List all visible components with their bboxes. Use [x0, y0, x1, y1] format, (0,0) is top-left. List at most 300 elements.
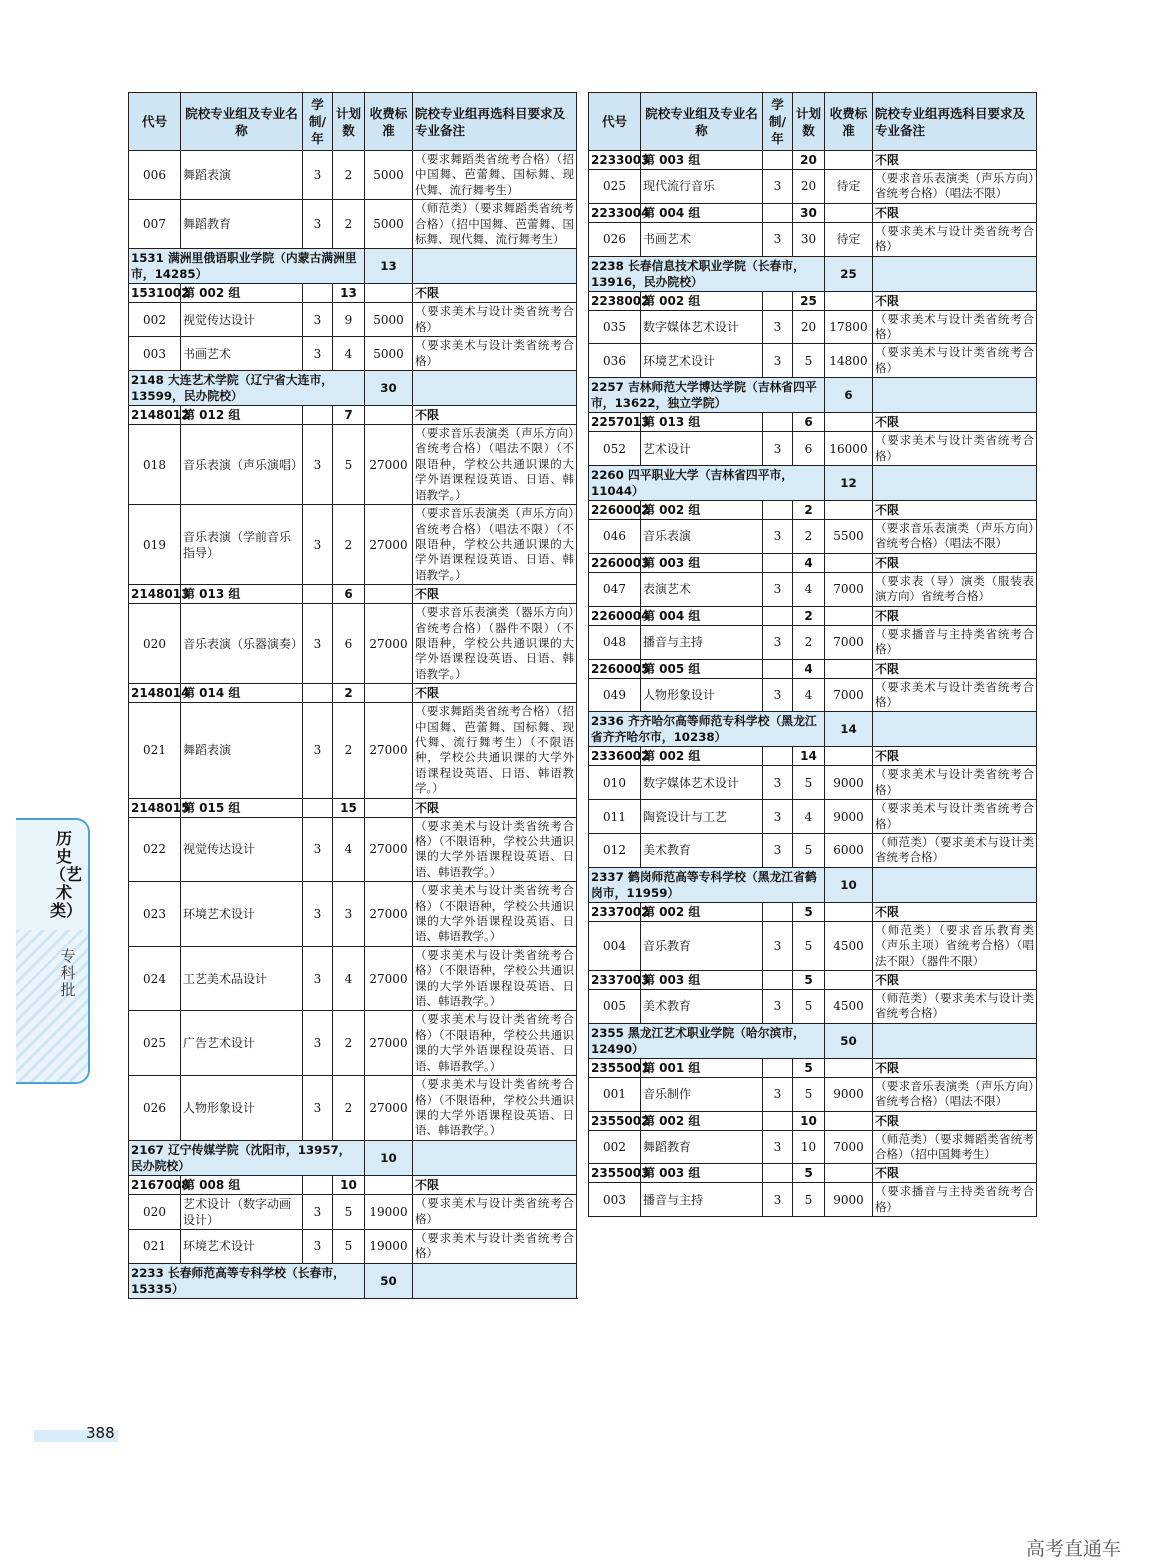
group-name: 第 005 组	[641, 659, 763, 678]
major-note: （要求美术与设计类省统考合格）	[413, 1229, 577, 1263]
school-note-empty	[873, 1023, 1037, 1058]
major-name: 艺术设计（数字动画设计）	[181, 1194, 303, 1229]
major-row	[589, 800, 1037, 834]
major-row	[589, 921, 1037, 970]
school-note-empty	[413, 1263, 577, 1298]
major-row	[589, 222, 1037, 256]
group-years-empty	[763, 747, 793, 766]
major-name: 广告艺术设计	[181, 1011, 303, 1076]
group-note: 不限	[873, 659, 1037, 678]
major-note: （要求美术与设计类省统考合格）	[873, 766, 1037, 800]
major-code: 021	[129, 703, 181, 798]
major-years: 3	[303, 703, 333, 798]
major-code: 026	[589, 222, 641, 256]
major-fee: 待定	[825, 170, 873, 204]
group-years-empty	[303, 585, 333, 604]
school-plan: 13	[365, 249, 413, 284]
major-note: （要求舞蹈类省统考合格）（招中国舞、芭蕾舞、国标舞、现代舞、流行舞考生）	[413, 151, 577, 200]
group-plan: 5	[793, 1164, 825, 1183]
group-fee-empty	[365, 1175, 413, 1194]
major-fee: 4500	[825, 989, 873, 1023]
major-plan: 2	[333, 703, 365, 798]
school-plan: 50	[365, 1263, 413, 1298]
header-name: 院校专业组及专业名称	[641, 93, 763, 151]
group-note: 不限	[413, 684, 577, 703]
school-row	[129, 371, 577, 406]
school-row	[129, 249, 577, 284]
major-fee: 27000	[365, 425, 413, 505]
major-name: 舞蹈表演	[181, 151, 303, 200]
major-code: 046	[589, 520, 641, 554]
major-fee: 19000	[365, 1194, 413, 1229]
major-code: 002	[129, 303, 181, 337]
header-fee: 收费标准	[365, 93, 413, 151]
group-years-empty	[763, 902, 793, 921]
group-name: 第 002 组	[641, 501, 763, 520]
major-plan: 2	[333, 1011, 365, 1076]
major-fee: 27000	[365, 505, 413, 585]
group-fee-empty	[825, 1111, 873, 1130]
header-code: 代号	[129, 93, 181, 151]
school-note-empty	[873, 867, 1037, 902]
major-code: 052	[589, 432, 641, 466]
major-note: （要求舞蹈类省统考合格）（招中国舞、芭蕾舞、国标舞、现代舞、流行舞考生）（不限语种，学校公共通识课的大学外语课程设英语、日语、韩语教学。）	[413, 703, 577, 798]
major-years: 3	[763, 1077, 793, 1111]
major-code: 012	[589, 833, 641, 867]
major-name: 艺术设计	[641, 432, 763, 466]
section-title: 历史（艺术类）	[50, 829, 83, 920]
school-plan: 12	[825, 466, 873, 501]
major-years: 3	[763, 1183, 793, 1217]
group-years-empty	[303, 798, 333, 817]
major-fee: 7000	[825, 1130, 873, 1164]
major-row	[129, 1076, 577, 1141]
major-row	[589, 310, 1037, 344]
school-plan: 10	[825, 867, 873, 902]
group-years-empty	[763, 203, 793, 222]
header-name: 院校专业组及专业名称	[181, 93, 303, 151]
major-note: （师范类）（要求音乐教育类（声乐主项）省统考合格）（唱法不限）（器件不限）	[873, 921, 1037, 970]
group-name: 第 014 组	[181, 684, 303, 703]
group-fee-empty	[825, 747, 873, 766]
header-years: 学制/年	[763, 93, 793, 151]
major-note: （要求美术与设计类省统考合格）	[873, 222, 1037, 256]
major-plan: 2	[333, 505, 365, 585]
table-body-right	[589, 151, 1037, 1217]
major-plan: 2	[793, 520, 825, 554]
major-note: （要求美术与设计类省统考合格）	[873, 432, 1037, 466]
group-row	[129, 585, 577, 604]
major-row	[589, 1077, 1037, 1111]
school-note-empty	[873, 256, 1037, 291]
school-note-empty	[873, 712, 1037, 747]
major-row	[129, 703, 577, 798]
school-row	[129, 1263, 577, 1298]
major-plan: 4	[333, 337, 365, 371]
group-plan: 2	[793, 501, 825, 520]
group-plan: 10	[793, 1111, 825, 1130]
major-plan: 20	[793, 170, 825, 204]
header-note: 院校专业组再选科目要求及专业备注	[413, 93, 577, 151]
group-name: 第 002 组	[641, 291, 763, 310]
major-note: （师范类）（要求美术与设计类省统考合格）	[873, 833, 1037, 867]
major-row	[129, 817, 577, 882]
group-code: 2167008	[129, 1175, 181, 1194]
group-plan: 25	[793, 291, 825, 310]
header-note: 院校专业组再选科目要求及专业备注	[873, 93, 1037, 151]
major-name: 人物形象设计	[181, 1076, 303, 1141]
major-note: （要求音乐表演类（声乐方向）省统考合格）（唱法不限）	[873, 1077, 1037, 1111]
major-name: 视觉传达设计	[181, 817, 303, 882]
group-plan: 5	[793, 1058, 825, 1077]
group-plan: 20	[793, 151, 825, 170]
major-years: 3	[763, 520, 793, 554]
major-fee: 4500	[825, 921, 873, 970]
major-plan: 5	[793, 1183, 825, 1217]
major-code: 047	[589, 572, 641, 606]
header-fee: 收费标准	[825, 93, 873, 151]
major-fee: 6000	[825, 833, 873, 867]
major-code: 018	[129, 425, 181, 505]
major-fee: 27000	[365, 817, 413, 882]
major-row	[589, 432, 1037, 466]
group-code: 2148015	[129, 798, 181, 817]
major-years: 3	[303, 817, 333, 882]
major-code: 026	[129, 1076, 181, 1141]
major-code: 048	[589, 625, 641, 659]
group-row	[589, 501, 1037, 520]
major-note: （要求音乐表演类（声乐方向）省统考合格）（唱法不限）（不限语种，学校公共通识课的大学外语课程设英语、日语、韩语教学。）	[413, 425, 577, 505]
group-row	[589, 1058, 1037, 1077]
major-plan: 10	[793, 1130, 825, 1164]
group-row	[589, 291, 1037, 310]
major-name: 书画艺术	[641, 222, 763, 256]
group-name: 第 004 组	[641, 203, 763, 222]
group-note: 不限	[873, 151, 1037, 170]
major-name: 美术教育	[641, 989, 763, 1023]
school-plan: 25	[825, 256, 873, 291]
group-fee-empty	[365, 585, 413, 604]
group-plan: 2	[793, 606, 825, 625]
major-code: 025	[129, 1011, 181, 1076]
major-plan: 2	[333, 151, 365, 200]
school-name: 2238 长春信息技术职业学院（长春市，13916，民办院校）	[589, 256, 825, 291]
major-name: 音乐表演（乐器演奏）	[181, 604, 303, 684]
section-subtitle: 专科批	[60, 947, 76, 999]
major-years: 3	[763, 432, 793, 466]
major-row	[589, 520, 1037, 554]
major-name: 音乐教育	[641, 921, 763, 970]
school-name: 2260 四平职业大学（吉林省四平市，11044）	[589, 466, 825, 501]
major-years: 3	[303, 882, 333, 947]
group-name: 第 013 组	[641, 413, 763, 432]
major-code: 011	[589, 800, 641, 834]
major-years: 3	[303, 946, 333, 1011]
major-row	[129, 303, 577, 337]
major-row	[129, 200, 577, 249]
major-row	[129, 1229, 577, 1263]
major-fee: 9000	[825, 1183, 873, 1217]
group-name: 第 013 组	[181, 585, 303, 604]
major-fee: 5000	[365, 337, 413, 371]
major-row	[589, 678, 1037, 712]
group-years-empty	[303, 684, 333, 703]
page-number: 388	[86, 1424, 115, 1442]
major-name: 视觉传达设计	[181, 303, 303, 337]
major-code: 003	[129, 337, 181, 371]
group-plan: 4	[793, 659, 825, 678]
major-plan: 5	[333, 1229, 365, 1263]
major-years: 3	[763, 921, 793, 970]
major-fee: 19000	[365, 1229, 413, 1263]
group-row	[129, 406, 577, 425]
school-name: 2167 辽宁传媒学院（沈阳市，13957，民办院校）	[129, 1140, 365, 1175]
major-plan: 5	[793, 833, 825, 867]
group-years-empty	[763, 1111, 793, 1130]
major-years: 3	[763, 800, 793, 834]
major-row	[129, 1011, 577, 1076]
major-plan: 9	[333, 303, 365, 337]
major-years: 3	[303, 505, 333, 585]
major-name: 书画艺术	[181, 337, 303, 371]
major-fee: 17800	[825, 310, 873, 344]
major-name: 播音与主持	[641, 625, 763, 659]
major-years: 3	[763, 1130, 793, 1164]
group-fee-empty	[825, 553, 873, 572]
major-row	[589, 625, 1037, 659]
major-note: （要求美术与设计类省统考合格）	[413, 303, 577, 337]
group-code: 2233004	[589, 203, 641, 222]
major-fee: 16000	[825, 432, 873, 466]
group-code: 2148012	[129, 406, 181, 425]
group-years-empty	[303, 406, 333, 425]
group-name: 第 002 组	[641, 747, 763, 766]
group-code: 2257013	[589, 413, 641, 432]
major-note: （要求音乐表演类（器乐方向）省统考合格）（器件不限）（不限语种，学校公共通识课的大学外语课程设英语、日语、韩语教学。）	[413, 604, 577, 684]
major-code: 020	[129, 1194, 181, 1229]
group-note: 不限	[413, 284, 577, 303]
group-years-empty	[763, 501, 793, 520]
major-plan: 5	[793, 1077, 825, 1111]
group-name: 第 008 组	[181, 1175, 303, 1194]
major-note: （师范类）（要求舞蹈类省统考合格）（招中国舞、芭蕾舞、国标舞、现代舞、流行舞考生）	[413, 200, 577, 249]
major-name: 舞蹈教育	[641, 1130, 763, 1164]
major-code: 035	[589, 310, 641, 344]
major-plan: 5	[793, 921, 825, 970]
group-plan: 5	[793, 970, 825, 989]
major-fee: 27000	[365, 1076, 413, 1141]
major-fee: 7000	[825, 678, 873, 712]
group-note: 不限	[413, 1175, 577, 1194]
group-note: 不限	[873, 1164, 1037, 1183]
major-row	[589, 989, 1037, 1023]
major-name: 播音与主持	[641, 1183, 763, 1217]
major-plan: 6	[333, 604, 365, 684]
group-note: 不限	[873, 747, 1037, 766]
group-name: 第 012 组	[181, 406, 303, 425]
group-note: 不限	[873, 291, 1037, 310]
group-name: 第 002 组	[181, 284, 303, 303]
major-plan: 2	[333, 1076, 365, 1141]
major-name: 环境艺术设计	[181, 1229, 303, 1263]
group-row	[129, 684, 577, 703]
group-years-empty	[763, 413, 793, 432]
major-plan: 5	[333, 1194, 365, 1229]
group-fee-empty	[825, 151, 873, 170]
major-fee: 9000	[825, 766, 873, 800]
school-note-empty	[873, 378, 1037, 413]
school-row	[589, 256, 1037, 291]
major-note: （要求美术与设计类省统考合格）	[413, 337, 577, 371]
major-years: 3	[303, 1194, 333, 1229]
major-years: 3	[763, 572, 793, 606]
group-plan: 5	[793, 902, 825, 921]
major-years: 3	[763, 833, 793, 867]
group-fee-empty	[365, 406, 413, 425]
major-name: 工艺美术品设计	[181, 946, 303, 1011]
major-plan: 5	[793, 766, 825, 800]
school-note-empty	[413, 1140, 577, 1175]
group-name: 第 004 组	[641, 606, 763, 625]
major-code: 023	[129, 882, 181, 947]
major-fee: 27000	[365, 1011, 413, 1076]
school-note-empty	[413, 371, 577, 406]
major-name: 人物形象设计	[641, 678, 763, 712]
group-code: 2337003	[589, 970, 641, 989]
group-row	[589, 1164, 1037, 1183]
group-code: 2238002	[589, 291, 641, 310]
group-name: 第 002 组	[641, 902, 763, 921]
group-years-empty	[763, 291, 793, 310]
major-years: 3	[763, 678, 793, 712]
group-code: 2260004	[589, 606, 641, 625]
school-row	[129, 1140, 577, 1175]
group-plan: 14	[793, 747, 825, 766]
group-code: 2355002	[589, 1111, 641, 1130]
major-code: 010	[589, 766, 641, 800]
major-code: 003	[589, 1183, 641, 1217]
school-plan: 14	[825, 712, 873, 747]
major-years: 3	[303, 1076, 333, 1141]
major-name: 陶瓷设计与工艺	[641, 800, 763, 834]
header-plan: 计划数	[793, 93, 825, 151]
major-name: 环境艺术设计	[181, 882, 303, 947]
major-plan: 4	[333, 946, 365, 1011]
major-note: （要求美术与设计类省统考合格）	[873, 800, 1037, 834]
major-years: 3	[303, 337, 333, 371]
school-plan: 6	[825, 378, 873, 413]
major-plan: 5	[793, 344, 825, 378]
major-note: （要求美术与设计类省统考合格）（不限语种，学校公共通识课的大学外语课程设英语、日语、韩语教学。）	[413, 1076, 577, 1141]
group-fee-empty	[825, 501, 873, 520]
group-years-empty	[303, 284, 333, 303]
major-code: 001	[589, 1077, 641, 1111]
school-name: 2337 鹤岗师范高等专科学校（黑龙江省鹤岗市，11959）	[589, 867, 825, 902]
major-row	[129, 946, 577, 1011]
major-fee: 7000	[825, 625, 873, 659]
major-row	[129, 425, 577, 505]
header-plan: 计划数	[333, 93, 365, 151]
major-fee: 9000	[825, 800, 873, 834]
group-row	[589, 747, 1037, 766]
major-row	[129, 151, 577, 200]
group-code: 2337002	[589, 902, 641, 921]
group-plan: 6	[793, 413, 825, 432]
group-years-empty	[763, 553, 793, 572]
group-note: 不限	[873, 203, 1037, 222]
group-note: 不限	[873, 1058, 1037, 1077]
major-plan: 4	[793, 678, 825, 712]
group-name: 第 015 组	[181, 798, 303, 817]
group-plan: 2	[333, 684, 365, 703]
group-fee-empty	[825, 970, 873, 989]
major-years: 3	[303, 151, 333, 200]
school-row	[589, 466, 1037, 501]
major-years: 3	[763, 625, 793, 659]
major-row	[589, 1130, 1037, 1164]
major-years: 3	[763, 989, 793, 1023]
major-note: （要求美术与设计类省统考合格）	[873, 678, 1037, 712]
group-note: 不限	[873, 501, 1037, 520]
watermark-text: 高考直通车	[1026, 1538, 1122, 1560]
major-fee: 27000	[365, 703, 413, 798]
group-years-empty	[763, 1164, 793, 1183]
major-years: 3	[763, 344, 793, 378]
group-code: 2260005	[589, 659, 641, 678]
group-plan: 15	[333, 798, 365, 817]
major-years: 3	[763, 222, 793, 256]
group-plan: 6	[333, 585, 365, 604]
group-row	[589, 659, 1037, 678]
major-fee: 27000	[365, 604, 413, 684]
group-name: 第 003 组	[641, 1164, 763, 1183]
school-name: 2148 大连艺术学院（辽宁省大连市，13599，民办院校）	[129, 371, 365, 406]
major-name: 环境艺术设计	[641, 344, 763, 378]
major-fee: 14800	[825, 344, 873, 378]
group-name: 第 003 组	[641, 553, 763, 572]
major-name: 现代流行音乐	[641, 170, 763, 204]
major-note: （要求美术与设计类省统考合格）	[413, 1194, 577, 1229]
major-name: 美术教育	[641, 833, 763, 867]
group-note: 不限	[413, 798, 577, 817]
major-plan: 6	[793, 432, 825, 466]
header-years: 学制/年	[303, 93, 333, 151]
group-code: 2148013	[129, 585, 181, 604]
school-name: 2355 黑龙江艺术职业学院（哈尔滨市，12490）	[589, 1023, 825, 1058]
group-fee-empty	[365, 284, 413, 303]
major-code: 025	[589, 170, 641, 204]
major-row	[589, 170, 1037, 204]
group-name: 第 003 组	[641, 151, 763, 170]
group-years-empty	[763, 151, 793, 170]
major-code: 021	[129, 1229, 181, 1263]
group-code: 2336002	[589, 747, 641, 766]
major-note: （要求表（导）演类（服装表演方向）省统考合格）	[873, 572, 1037, 606]
group-code: 2355003	[589, 1164, 641, 1183]
major-name: 音乐表演（声乐演唱）	[181, 425, 303, 505]
group-name: 第 003 组	[641, 970, 763, 989]
group-fee-empty	[825, 1164, 873, 1183]
group-plan: 7	[333, 406, 365, 425]
major-years: 3	[303, 604, 333, 684]
major-plan: 3	[333, 882, 365, 947]
major-note: （要求美术与设计类省统考合格）（不限语种，学校公共通识课的大学外语课程设英语、日语、韩语教学。）	[413, 946, 577, 1011]
school-plan: 10	[365, 1140, 413, 1175]
group-name: 第 001 组	[641, 1058, 763, 1077]
major-years: 3	[303, 1011, 333, 1076]
header-code: 代号	[589, 93, 641, 151]
major-plan: 20	[793, 310, 825, 344]
